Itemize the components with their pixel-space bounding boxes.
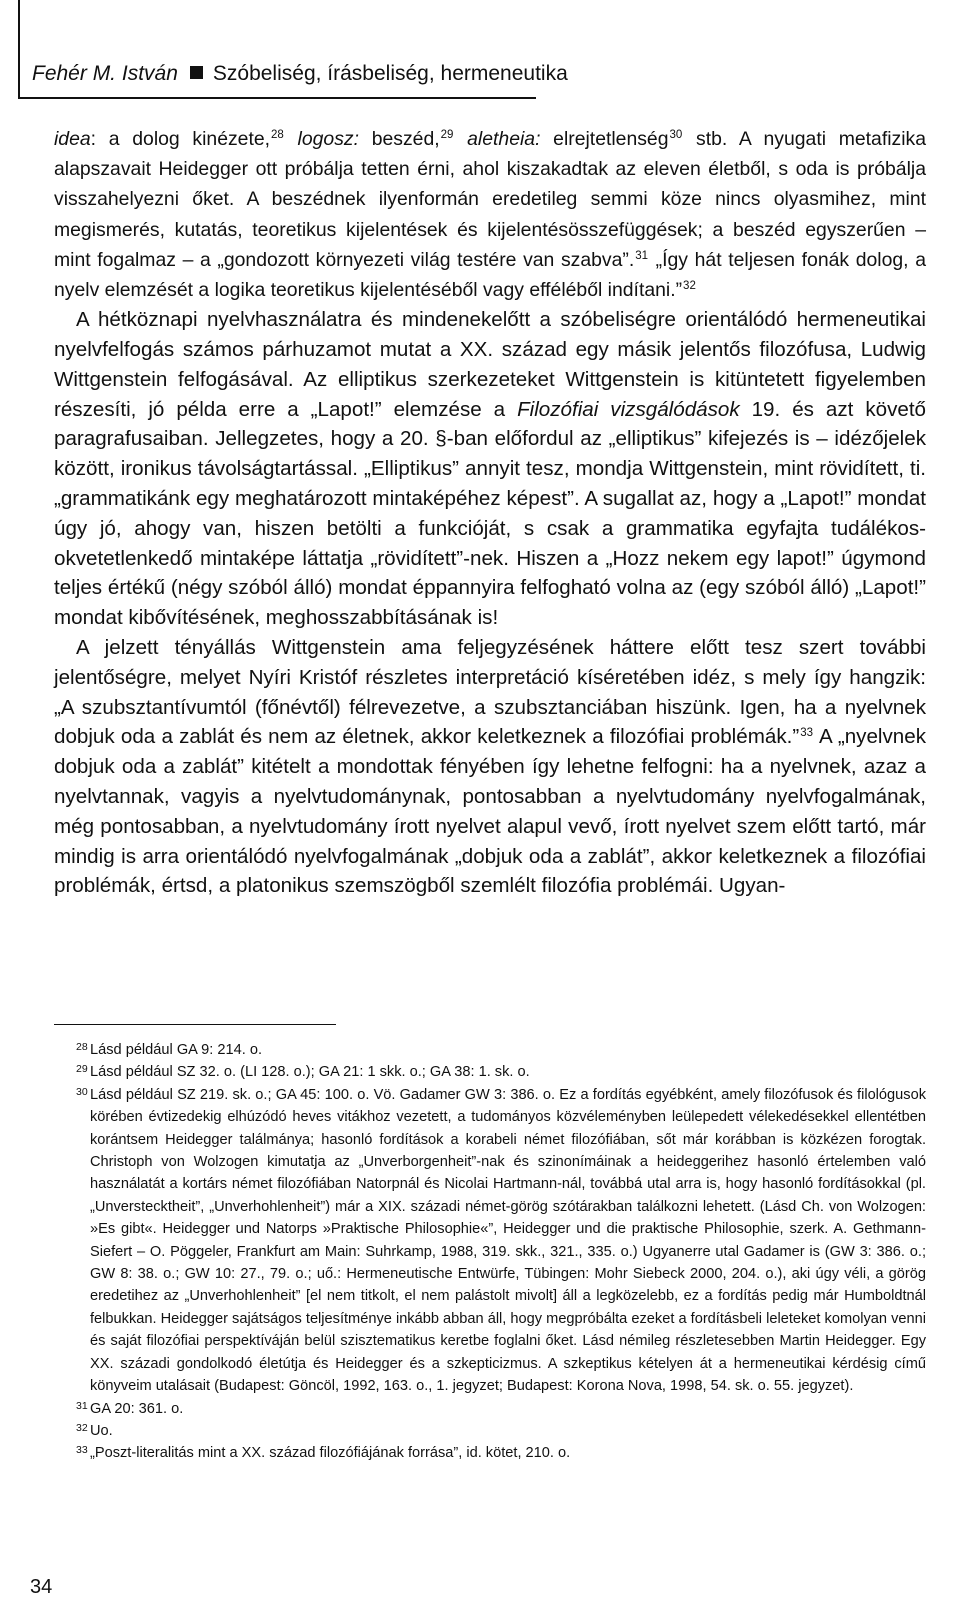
- footnote-31: [54, 1398, 926, 1420]
- footnote-separator: [54, 1024, 336, 1025]
- term-aletheia: aletheia:: [467, 128, 541, 150]
- page-number: 34: [30, 1576, 53, 1598]
- text-run: A hétköznapi nyelvhasználatra és mindenekelőtt a szóbeliségre orientálódó hermeneutikai nyelvfelfogás számos párhuzamot mutat a XX. század egy másik jelentős filozófusa, Ludwig Wittgenstein felfogásával. Az elliptikus szerkezeteket Wittgenstein is kitüntetett figyelemben részesíti, jó példa erre a „Lapot!” elemzése a: [54, 308, 926, 421]
- paragraph-2: [54, 305, 926, 633]
- text-run: elrejtetlenség: [540, 128, 669, 150]
- footnote-ref-32[interactable]: 32: [683, 280, 696, 293]
- footnote-text: Lásd például SZ 219. sk. o.; GA 45: 100. o. Vö. Gadamer GW 3: 386. o. Ez a fordítás egyébként, amely filozófusok és filológusok körében évtizedekig elhúzódó heves vitákhoz vezetett, a tudományos közvéleményben leülepedett vélekedésekkel ellentétben korántsem Heidegger találmánya; hasonló fordítások a korabeli német filozófiában, sőt már korábban is közkézen forogtak. Christoph von Wolzogen kimutatja az „Unverborgenheit”-nak és szinonímáinak a heideggerihez hasonló értelemben való használatát a kortárs német filozófiában Natorpnál és Nicolai Hartmann-nál, továbbá utal arra is, hogy hasonló fordításokkal (pl. „Unverstecktheit”, „Unverhohlenheit”) már a XIX. századi német-görög szótárakban találkozni lehetett. (Lásd Ch. von Wolzogen: »Es gibt«. Heidegger und Natorps »Praktische Philosophie«”, Heidegger und die praktische Philosophie, szerk. A. Gethmann-Siefert – O. Pöggeler, Frankfurt am Main: Suhrkamp, 1988, 319. skk., 321., 335. o.) Ugyanerre utal Gadamer is (GW 3: 386. o.; GW 8: 38. o.; GW 10: 27., 79. o.; uő.: Hermeneutische Entwürfe, Tübingen: Mohr Siebeck 2000, 204. o.), aki úgy véli, a görög eredetihez az „Unverhohlenheit” [el nem titkolt, el nem palástolt mivolt] áll a legközelebb, ez a fordítás pedig már Humboldtnál felbukkan. Heidegger sajátságos teljesítménye inkább abban áll, hogy megpróbálta ezeket a fordításbeli leleteket komolyan venni és saját filozófiai perspektíváján belül szisztematikus keretbe foglalni őket. Lásd némileg részletesebben Martin Heidegger. Egy XX. századi gondolkodó életútja és Heidegger és a szkepticizmus. A szkeptikus kételyen át a hermeneutikai kérdésig című könyveim utalásait (Budapest: Göncöl, 1992, 163. o., 1. jegyzet; Budapest: Korona Nova, 1998, 54. sk. o. 55. jegyzet).: [90, 1086, 926, 1395]
- footnote-number: 28: [76, 1041, 88, 1053]
- text-run: 19. és azt követő paragrafusaiban. Jellegzetes, hogy a 20. §-ban előfordul az „elliptikus” kifejezés is – idézőjelek között, ironikus távolságtartással. „Elliptikus” annyit tesz, mondja Wittgenstein, mint rövidített, ti. „grammatikánk egy meghatározott mintaképéhez képest”. A sugallat az, hogy a „Lapot!” mondat úgy jó, ahogy van, hiszen betölti a funkcióját, s csak a grammatika egyfajta tudálékos-okvetetlenkedő mintaképe láttatja „rövidített”-nek. Hiszen a „Hozz nekem egy lapot!” úgymond teljes értékű (négy szóból álló) mondat éppannyira felfogható volna az (egy szóból álló) „Lapot!” mondat kibővítésének, meghosszabbításának is!: [54, 397, 926, 630]
- footnote-29: [54, 1061, 926, 1083]
- footnote-text: „Poszt-literalitás mint a XX. század filozófiájának forrása”, id. kötet, 210. o.: [90, 1445, 571, 1462]
- footnote-ref-28[interactable]: 28: [271, 129, 284, 141]
- footnote-ref-31[interactable]: 31: [635, 249, 649, 262]
- footnotes: [54, 1039, 926, 1465]
- running-head: [32, 62, 568, 86]
- footnote-ref-33[interactable]: 33: [800, 727, 813, 740]
- footnote-30: [54, 1084, 926, 1398]
- footnote-number: 33: [76, 1444, 88, 1457]
- footnote-28: [54, 1039, 926, 1061]
- term-idea: idea: [54, 128, 91, 150]
- footnote-number: 31: [76, 1399, 88, 1412]
- text-run: stb. A nyugati metafizika alapszavait Heidegger ott próbálja tetten érni, ahol kiszakadtak az eleven életből, s oda is próbálja visszahelyezni őket. A beszédnek ilyenformán eredetileg semmi köze nincs olyasmihez, mint megismerés, kutatás, teoretikus kijelentések és kijelentésösszefüggések; a beszéd egyszerűen – mint fogalmaz – a „gondozott környezeti világ testére van szabva”.: [54, 128, 927, 271]
- footnote-text: Lásd például SZ 32. o. (LI 128. o.); GA 21: 1 skk. o.; GA 38: 1. sk. o.: [90, 1064, 530, 1081]
- footnote-ref-29[interactable]: 29: [440, 129, 454, 141]
- book-title-italic: Filozófiai vizsgálódások: [517, 397, 740, 421]
- footnote-text: Uo.: [90, 1422, 113, 1439]
- footnote-32: [54, 1420, 926, 1442]
- corner-mark-horizontal: [18, 97, 536, 99]
- footnote-number: 29: [76, 1063, 88, 1076]
- text-run: A jelzett tényállás Wittgenstein ama feljegyzésének háttere előtt tesz szert további jelentőségre, melyet Nyíri Kristóf részletes interpretáció kíséretében idéz, s mely így hangzik: „A szubsztantívumtól (főnévtől) félrevezetve, a szubsztanciában hiszünk. Igen, ha a nyelvnek dobjuk oda a zablát és nem az életnek, akkor keletkeznek a filozófiai problémák.”: [54, 635, 926, 749]
- main-text: [54, 124, 926, 901]
- text-run: A „nyelvnek dobjuk oda a zablát” kitételt a mondottak fényében így lehetne felfogni: ha a nyelvnek, azaz a nyelvtannak, vagyis a nyelvtudománynak, pontosabban a nyelvtudomány nyelvfogalmának, még pontosabban, a nyelvtudomány írott nyelvet alapul vevő, írott nyelvet szem előtt tartó, már mindig is arra orientálódó nyelvfogalmának „dobjuk oda a zablát”, akkor keletkeznek a filozófiai problémák, értsd, a platonikus szemszögből szemlélt filozófia problémái. Ugyan-: [54, 725, 926, 898]
- square-separator-icon: [190, 66, 203, 79]
- text-run: „Így hát teljesen fonák dolog, a nyelv elemzését a logika teoretikus kijelentéséből vagy efféléből indítani.”: [54, 248, 926, 302]
- text-run: beszéd,: [359, 128, 440, 150]
- paragraph-1: [54, 124, 926, 305]
- term-logosz: logosz:: [297, 128, 359, 150]
- paragraph-3: [54, 633, 926, 901]
- corner-mark-vertical: [18, 0, 20, 98]
- footnote-33: [54, 1442, 926, 1464]
- running-head-title: Szóbeliség, írásbeliség, hermeneutika: [212, 62, 568, 85]
- footnote-number: 30: [76, 1085, 88, 1098]
- footnote-ref-30[interactable]: 30: [669, 129, 683, 141]
- text-run: : a dolog kinézete,: [90, 128, 271, 150]
- footnote-text: Lásd például GA 9: 214. o.: [90, 1042, 263, 1058]
- footnote-number: 32: [76, 1421, 88, 1434]
- footnote-text: GA 20: 361. o.: [90, 1400, 184, 1417]
- running-head-author: Fehér M. István: [32, 62, 178, 85]
